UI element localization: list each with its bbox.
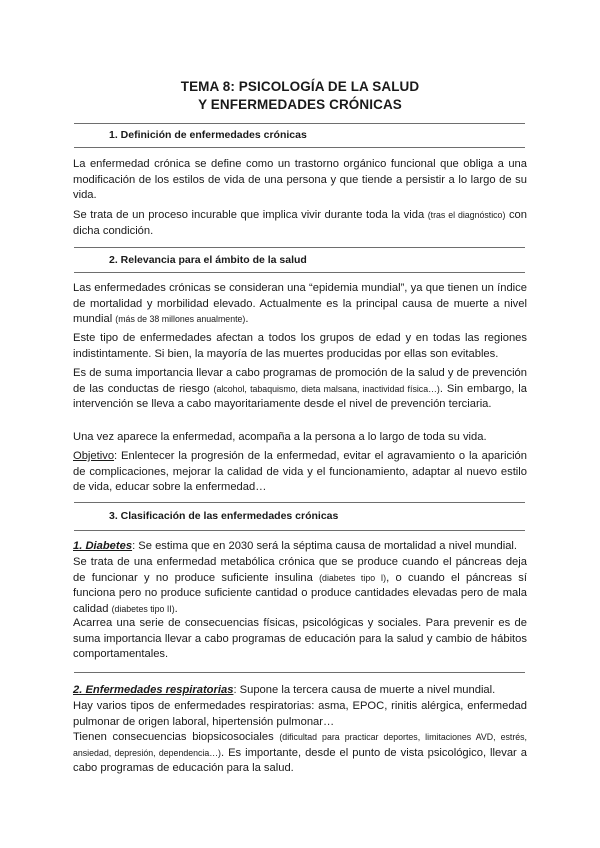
objective-label: Objetivo [73, 450, 115, 462]
diabetes-label: 1. Diabetes [73, 540, 133, 552]
respiratory-paragraph-3: Tienen consecuencias biopsicosociales (dificultad para practicar deportes, limitaciones AVD, estrés, ansiedad, depresión, dependencia…). Es importante, desde el punto de vista psicológico, llevar a cabo programas de educación para la salud. [73, 731, 528, 774]
divider [74, 672, 525, 673]
diabetes-paragraph-2: Se trata de una enfermedad metabólica crónica que se produce cuando el páncreas deja de funcionar y no produce suficiente insulina (diabetes tipo I), o cuando el páncreas sí funciona pero no produce suficiente cantidad o produce cantidades elevadas pero de mala calidad (diabetes tipo II). [73, 556, 527, 615]
document-title-line-1: TEMA 8: PSICOLOGÍA DE LA SALUD [180, 79, 420, 94]
section-1-paragraph-2: Se trata de un proceso incurable que implica vivir durante toda la vida (tras el diagnóstico) con dicha condición. [73, 209, 527, 237]
respiratory-label: 2. Enfermedades respiratorias [73, 684, 234, 696]
section-2-paragraph-2: Este tipo de enfermedades afectan a todos los grupos de edad y en todas las regiones indistintamente. Si bien, la mayoría de las muertes producidas por ellas son evitables. [73, 332, 527, 360]
divider [74, 272, 525, 273]
section-1-heading: 1. Definición de enfermedades crónicas [109, 129, 307, 141]
respiratory-paragraph-2: Hay varios tipos de enfermedades respiratorias: asma, EPOC, rinitis alérgica, enfermedad pulmonar de origen laboral, hipertensión pulmonar… [73, 700, 527, 728]
diabetes-paragraph-3: Acarrea una serie de consecuencias físicas, psicológicas y sociales. Para prevenir es de suma importancia llevar a cabo programas de educación para la salud y cambio de hábitos comportamentales. [73, 617, 527, 660]
divider [74, 530, 525, 531]
section-3-heading: 3. Clasificación de las enfermedades crónicas [109, 510, 339, 522]
section-2-paragraph-4: Una vez aparece la enfermedad, acompaña a la persona a lo largo de toda su vida. [73, 431, 487, 443]
divider [74, 123, 525, 124]
section-2-paragraph-5: Objetivo: Enlentecer la progresión de la enfermedad, evitar el agravamiento o la aparición de complicaciones, mejorar la calidad de vida y el funcionamiento, adaptar al nuevo estilo de vida, educar sobre la enfermedad… [73, 450, 527, 493]
respiratory-intro: 2. Enfermedades respiratorias: Supone la tercera causa de muerte a nivel mundial. [73, 684, 496, 696]
divider [74, 147, 525, 148]
section-2-paragraph-1: Las enfermedades crónicas se consideran una “epidemia mundial”, ya que tienen un índice de mortalidad y morbilidad elevado. Actualmente es la principal causa de muerte a nivel mundial (más de 38 millones anualmente). [73, 282, 527, 325]
section-2-heading: 2. Relevancia para el ámbito de la salud [109, 254, 307, 266]
divider [74, 247, 525, 248]
section-1-paragraph-1: La enfermedad crónica se define como un trastorno orgánico funcional que obliga a una modificación de los estilos de vida de una persona y que tiende a persistir a lo largo de su vida. [73, 158, 527, 201]
section-2-paragraph-3: Es de suma importancia llevar a cabo programas de promoción de la salud y de prevención de las conductas de riesgo (alcohol, tabaquismo, dieta malsana, inactividad física…). Sin embargo, la intervención se lleva a cabo mayoritariamente desde el nivel de prevención terciaria. [73, 367, 527, 410]
divider [74, 502, 525, 503]
diabetes-intro: 1. Diabetes: Se estima que en 2030 será la séptima causa de mortalidad a nivel mundial. [73, 540, 518, 552]
document-title-line-2: Y ENFERMEDADES CRÓNICAS [198, 97, 402, 112]
